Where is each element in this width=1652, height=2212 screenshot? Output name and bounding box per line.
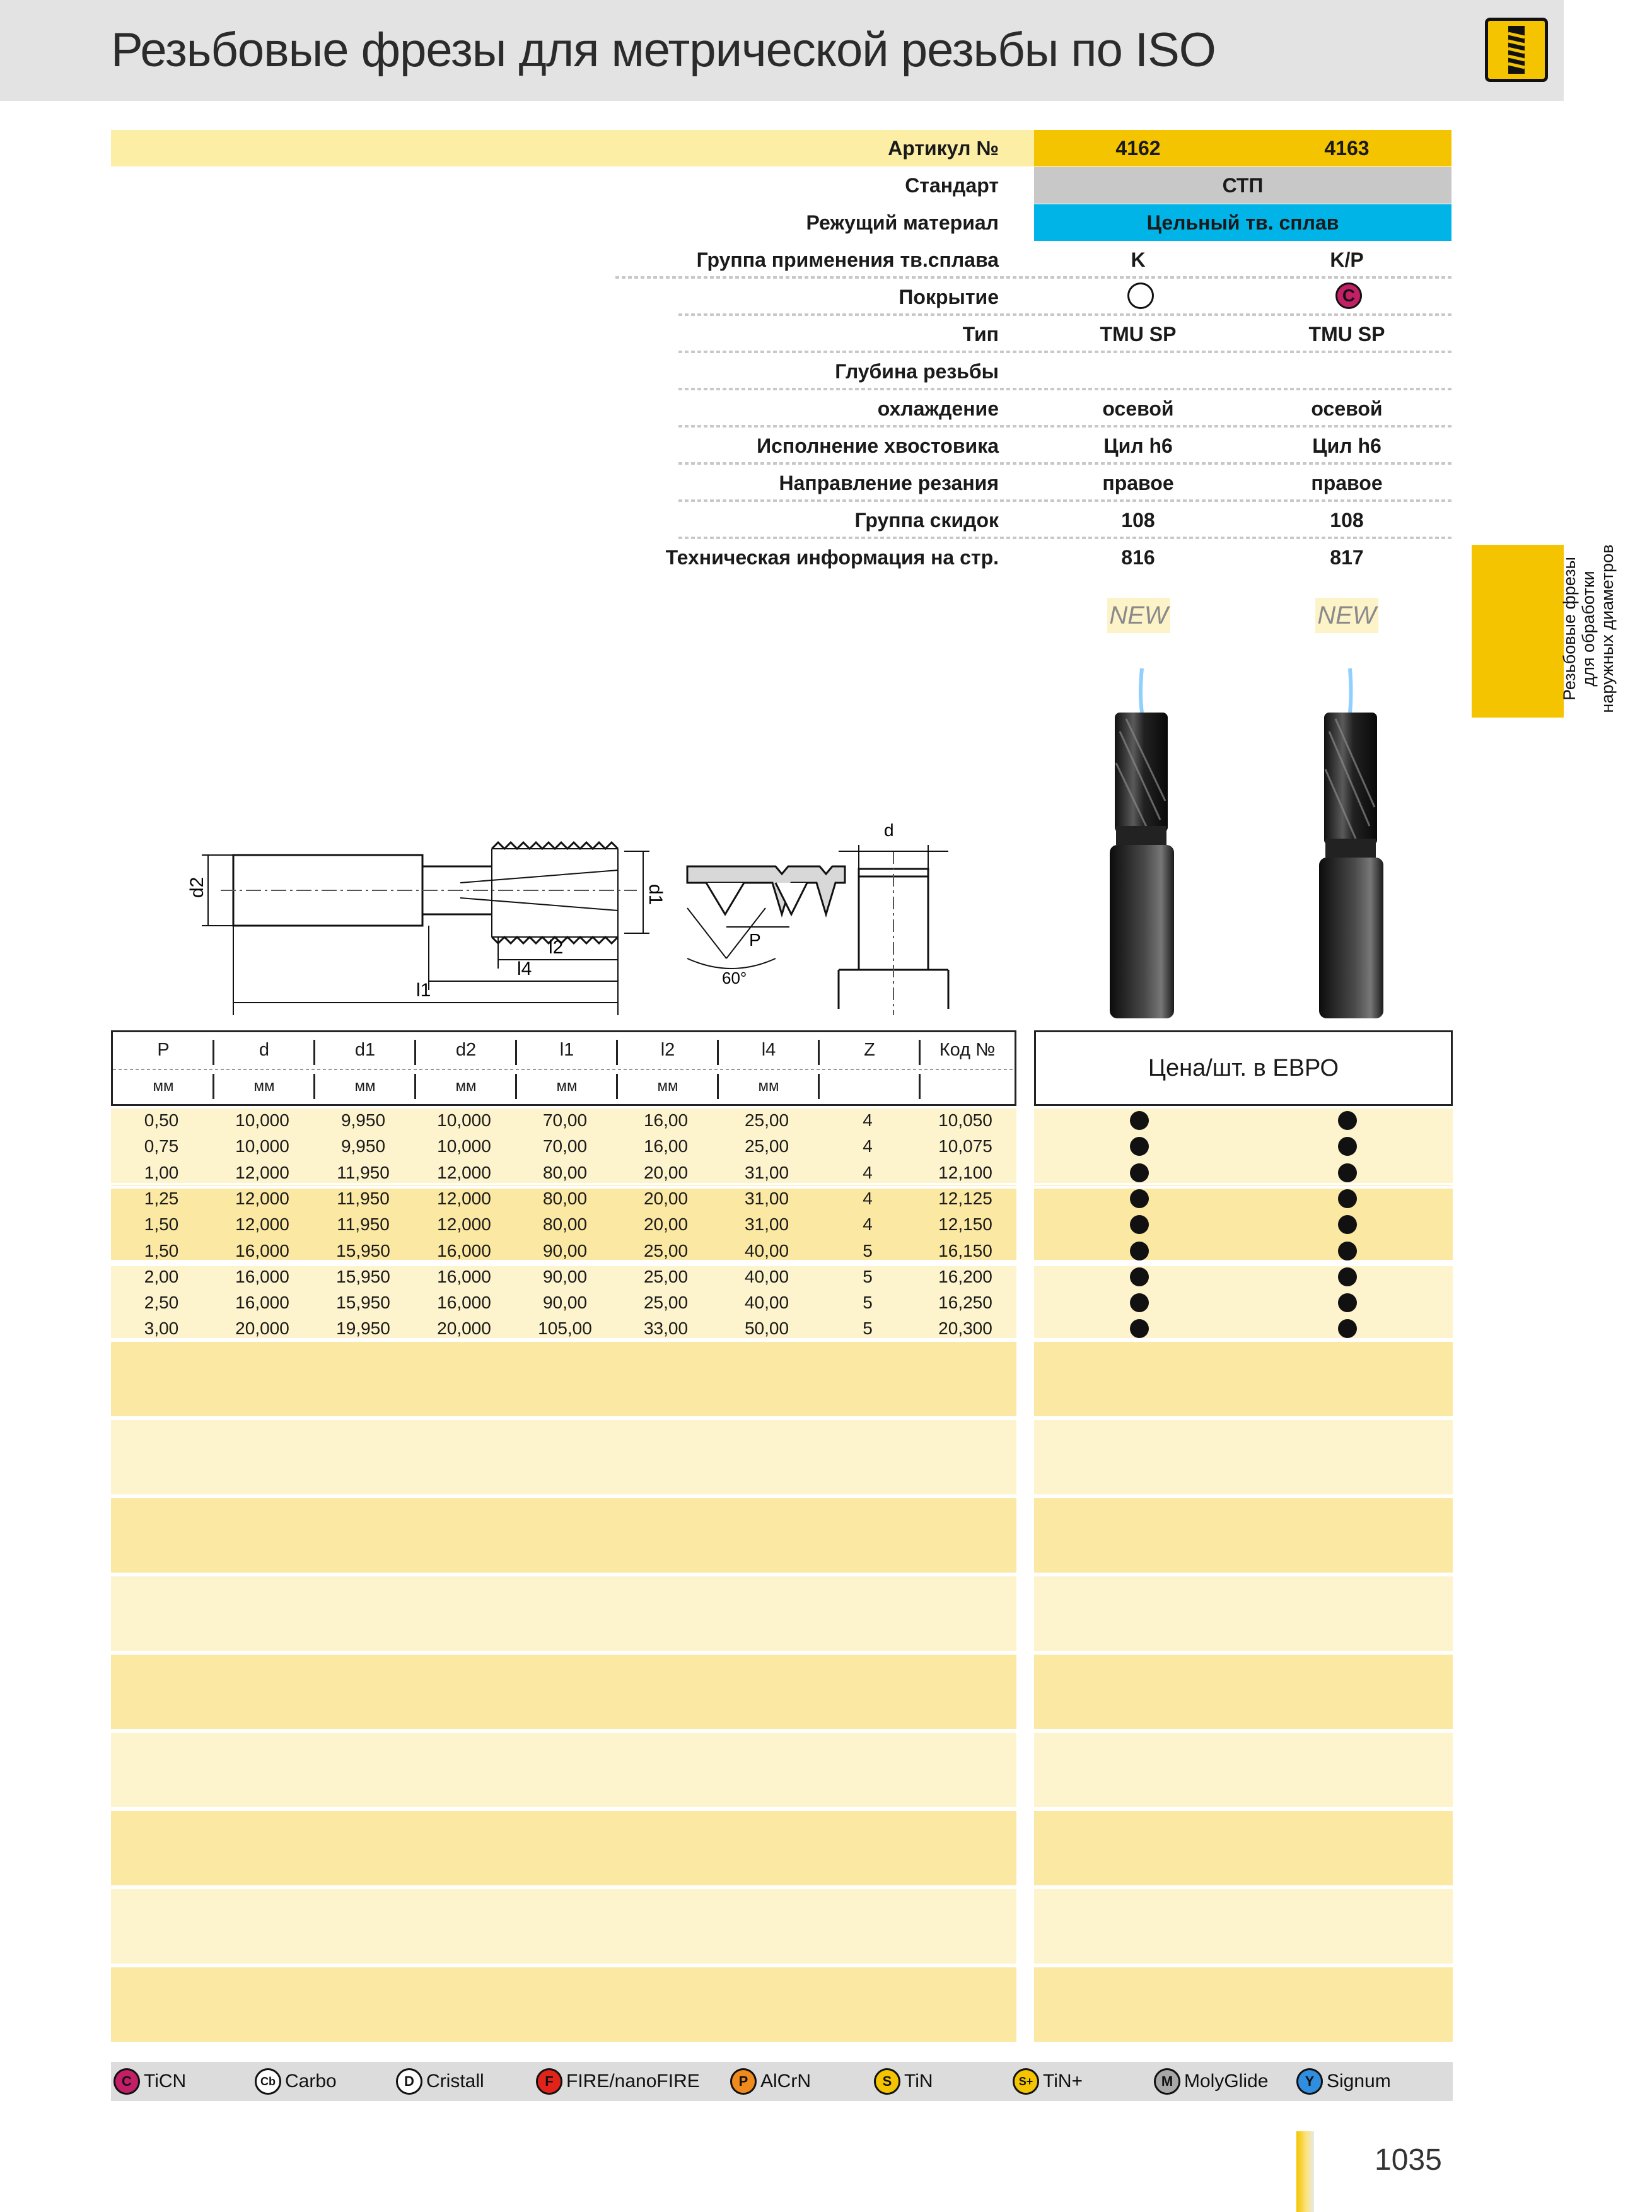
table-cell: 1,25: [144, 1189, 179, 1208]
col-z: Z: [864, 1040, 875, 1060]
table-cell: 1,50: [144, 1214, 179, 1234]
table-cell: 50,00: [744, 1318, 789, 1338]
availability-dot-4162: [1130, 1163, 1149, 1182]
table-cell: 4: [863, 1110, 873, 1130]
dim-l4: l4: [517, 958, 532, 979]
type-value-1: TMU SP: [1100, 323, 1177, 346]
type-value-2: TMU SP: [1308, 323, 1385, 346]
table-cell[interactable]: 10,075: [938, 1136, 992, 1156]
col-code: Код №: [939, 1040, 996, 1060]
row-discount: [111, 502, 1451, 538]
table-cell: 25,00: [744, 1136, 789, 1156]
table-cell: 9,950: [340, 1110, 386, 1130]
table-cell: 12,000: [235, 1214, 289, 1234]
depth-label: Глубина резьбы: [835, 360, 999, 383]
legend-signum: Y Signum: [1296, 2062, 1391, 2101]
legend-tin: S TiN: [874, 2062, 933, 2101]
dim-l1: l1: [416, 980, 431, 1001]
price-band: [1034, 1342, 1453, 1416]
row-standard: [111, 167, 1451, 204]
table-cell: 20,00: [643, 1163, 689, 1182]
direction-label: Направление резания: [779, 472, 999, 494]
table-cell[interactable]: 10,050: [938, 1110, 992, 1130]
table-row: [111, 1289, 1016, 1315]
dim-l2: l2: [549, 937, 564, 958]
row-cooling: [111, 390, 1451, 427]
table-cell[interactable]: 12,150: [938, 1214, 992, 1234]
table-cell: 31,00: [744, 1163, 789, 1182]
availability-dot-4163: [1338, 1293, 1357, 1312]
unit-d1: мм: [354, 1078, 376, 1095]
availability-dot-4162: [1130, 1111, 1149, 1130]
availability-dot-4163: [1338, 1215, 1357, 1234]
table-band: [111, 1498, 1016, 1573]
col-p: P: [157, 1040, 170, 1060]
table-band: [111, 1576, 1016, 1651]
table-band: [111, 1420, 1016, 1494]
table-band: [111, 1733, 1016, 1807]
availability-dot-4162: [1130, 1319, 1149, 1338]
dim-d: d: [884, 820, 894, 840]
table-cell: 70,00: [542, 1110, 588, 1130]
availability-dot-4162: [1130, 1189, 1149, 1208]
unit-l1: мм: [556, 1078, 578, 1095]
row-shank: [111, 428, 1451, 464]
availability-dot-4163: [1338, 1137, 1357, 1156]
tech-info-label: Техническая информация на стр.: [665, 546, 999, 569]
row-depth: [111, 353, 1451, 390]
unit-l2: мм: [657, 1078, 678, 1095]
table-cell: 80,00: [542, 1189, 588, 1208]
coating-none-icon: [1127, 282, 1154, 309]
table-cell: 11,950: [337, 1163, 390, 1182]
col-l4: l4: [761, 1040, 776, 1060]
article-4162: 4162: [1115, 137, 1161, 160]
table-cell: 10,000: [235, 1110, 289, 1130]
table-band: [111, 1811, 1016, 1885]
page-number-bar: [1296, 2131, 1314, 2212]
dim-d1: d1: [645, 884, 666, 905]
availability-dot-4163: [1338, 1111, 1357, 1130]
legend-badge-cristall: D: [396, 2068, 422, 2095]
table-cell: 90,00: [542, 1267, 588, 1286]
col-d1: d1: [354, 1040, 376, 1060]
material-value: Цельный тв. сплав: [1146, 211, 1339, 234]
tech-info-page-2[interactable]: 817: [1330, 546, 1364, 569]
table-cell: 2,50: [144, 1293, 179, 1312]
col-d2: d2: [455, 1040, 477, 1060]
row-group: [111, 242, 1451, 278]
table-row: [111, 1107, 1016, 1133]
legend-tin-plus: S+ TiN+: [1013, 2062, 1083, 2101]
unit-p: мм: [153, 1078, 174, 1095]
price-band: [1034, 1889, 1453, 1964]
standard-label: Стандарт: [905, 174, 999, 197]
table-cell: 11,950: [337, 1214, 390, 1234]
availability-dot-4163: [1338, 1242, 1357, 1260]
legend-badge-molyglide: M: [1154, 2068, 1180, 2095]
table-cell: 5: [863, 1318, 873, 1338]
price-band: [1034, 1733, 1453, 1807]
table-cell: 19,950: [336, 1318, 390, 1338]
side-tab-text: Резьбовые фрезы для обработки наружных диаметров: [1560, 544, 1617, 713]
discount-value-2: 108: [1330, 509, 1364, 532]
legend-badge-fire: F: [536, 2068, 562, 2095]
col-l1: l1: [559, 1040, 574, 1060]
table-band: [111, 1889, 1016, 1964]
table-row: [111, 1133, 1016, 1159]
table-cell: 20,00: [643, 1214, 689, 1234]
table-cell: 4: [863, 1136, 873, 1156]
article-4163: 4163: [1324, 137, 1370, 160]
table-cell[interactable]: 16,200: [938, 1267, 992, 1286]
table-cell: 3,00: [144, 1318, 179, 1338]
table-cell: 33,00: [643, 1318, 689, 1338]
coating-label: Покрытие: [899, 286, 999, 308]
legend-cristall: D Cristall: [396, 2062, 484, 2101]
table-cell: 12,000: [437, 1214, 491, 1234]
table-cell: 16,00: [643, 1110, 689, 1130]
group-label: Группа применения тв.сплава: [696, 248, 999, 271]
table-cell: 12,000: [235, 1163, 289, 1182]
availability-dot-4163: [1338, 1189, 1357, 1208]
table-cell: 15,950: [336, 1293, 390, 1312]
standard-value: СТП: [1222, 174, 1264, 197]
shank-label: Исполнение хвостовика: [757, 434, 999, 457]
row-coating: [111, 279, 1451, 315]
tech-info-page-1[interactable]: 816: [1121, 546, 1155, 569]
material-label: Режущий материал: [806, 211, 999, 234]
table-cell: 20,00: [643, 1189, 689, 1208]
price-band: [1034, 1185, 1453, 1260]
cooling-value-2: осевой: [1311, 397, 1383, 420]
shank-value-2: Цил h6: [1312, 434, 1382, 457]
coating-ticn-badge: C: [1335, 282, 1362, 309]
availability-dot-4162: [1130, 1242, 1149, 1260]
table-cell: 15,950: [336, 1241, 390, 1260]
availability-dot-4163: [1338, 1163, 1357, 1182]
table-cell: 16,000: [235, 1293, 289, 1312]
cooling-label: охлаждение: [877, 397, 999, 420]
table-cell: 0,50: [144, 1110, 179, 1130]
new-badge-1: NEW: [1107, 598, 1170, 633]
legend-fire: F FIRE/nanoFIRE: [536, 2062, 700, 2101]
row-direction: [111, 465, 1451, 501]
legend-carbo: Cb Carbo: [255, 2062, 337, 2101]
table-cell: 10,000: [235, 1136, 289, 1156]
mount-drawing: [839, 845, 948, 1015]
legend-badge-alcrn: P: [730, 2068, 757, 2095]
availability-dot-4162: [1130, 1267, 1149, 1286]
table-cell: 5: [863, 1267, 873, 1286]
dim-p: P: [749, 930, 761, 950]
availability-dot-4163: [1338, 1267, 1357, 1286]
table-cell: 31,00: [744, 1214, 789, 1234]
table-cell: 40,00: [744, 1293, 789, 1312]
price-band: [1034, 1264, 1453, 1338]
table-cell: 20,000: [235, 1318, 289, 1338]
price-band: [1034, 1498, 1453, 1573]
type-label: Тип: [962, 323, 999, 346]
price-header: Цена/шт. в ЕВРО: [1034, 1030, 1453, 1106]
table-cell: 5: [863, 1241, 873, 1260]
availability-dot-4162: [1130, 1215, 1149, 1234]
table-cell: 16,000: [235, 1267, 289, 1286]
direction-value-2: правое: [1311, 472, 1383, 494]
discount-label: Группа скидок: [854, 509, 999, 532]
tool-image-4162: [1110, 668, 1174, 1018]
table-cell[interactable]: 16,250: [938, 1293, 992, 1312]
page-title: Резьбовые фрезы для метрической резьбы по ISO: [111, 23, 1216, 77]
table-cell: 31,00: [744, 1189, 789, 1208]
table-cell: 16,000: [437, 1241, 491, 1260]
table-cell: 90,00: [542, 1241, 588, 1260]
dimension-table-header: [111, 1030, 1016, 1106]
thread-mill-logo-icon: [1485, 18, 1548, 82]
table-cell: 16,000: [437, 1267, 491, 1286]
table-cell: 25,00: [744, 1110, 789, 1130]
thread-profile-drawing: [687, 866, 845, 987]
table-cell[interactable]: 16,150: [938, 1241, 992, 1260]
price-band: [1034, 1576, 1453, 1651]
table-cell: 4: [863, 1214, 873, 1234]
page-number: 1035: [1375, 2143, 1442, 2177]
table-cell: 16,000: [437, 1293, 491, 1312]
table-cell: 12,000: [437, 1189, 491, 1208]
table-cell: 4: [863, 1163, 873, 1182]
row-type: [111, 316, 1451, 352]
availability-dot-4162: [1130, 1293, 1149, 1312]
group-value-1: K: [1131, 248, 1146, 271]
legend-badge-ticn: C: [113, 2068, 140, 2095]
table-cell: 40,00: [744, 1241, 789, 1260]
table-cell[interactable]: 20,300: [938, 1318, 992, 1338]
table-cell: 12,000: [437, 1163, 491, 1182]
new-badge-2: NEW: [1315, 598, 1378, 633]
legend-alcrn: P AlCrN: [730, 2062, 811, 2101]
table-band: [111, 1655, 1016, 1729]
legend-ticn: C TiCN: [113, 2062, 186, 2101]
discount-value-1: 108: [1121, 509, 1155, 532]
table-cell: 1,00: [144, 1163, 179, 1182]
table-cell: 40,00: [744, 1267, 789, 1286]
table-cell: 5: [863, 1293, 873, 1312]
table-cell: 11,950: [337, 1189, 390, 1208]
col-l2: l2: [660, 1040, 675, 1060]
shank-value-1: Цил h6: [1103, 434, 1173, 457]
direction-value-1: правое: [1102, 472, 1174, 494]
table-cell: 80,00: [542, 1214, 588, 1234]
table-cell: 2,00: [144, 1267, 179, 1286]
price-band: [1034, 1655, 1453, 1729]
table-cell: 25,00: [643, 1293, 689, 1312]
table-cell: 15,950: [336, 1267, 390, 1286]
table-cell: 4: [863, 1189, 873, 1208]
legend-badge-signum: Y: [1296, 2068, 1323, 2095]
table-row: [111, 1264, 1016, 1289]
dim-angle: 60°: [722, 969, 747, 987]
table-cell: 105,00: [538, 1318, 592, 1338]
group-value-2: K/P: [1330, 248, 1364, 271]
legend-badge-tin: S: [874, 2068, 900, 2095]
table-cell: 16,000: [235, 1241, 289, 1260]
table-cell: 9,950: [340, 1136, 386, 1156]
table-row: [111, 1238, 1016, 1264]
table-cell[interactable]: 12,125: [938, 1189, 992, 1208]
availability-dot-4162: [1130, 1137, 1149, 1156]
table-row: [111, 1160, 1016, 1185]
table-row: [111, 1315, 1016, 1341]
table-row: [111, 1211, 1016, 1237]
col-d: d: [259, 1040, 270, 1060]
table-cell: 1,50: [144, 1241, 179, 1260]
table-band: [111, 1342, 1016, 1416]
unit-d2: мм: [455, 1078, 477, 1095]
table-cell: 16,00: [643, 1136, 689, 1156]
legend-badge-carbo: Cb: [255, 2068, 281, 2095]
table-cell: 25,00: [643, 1241, 689, 1260]
table-cell: 0,75: [144, 1136, 179, 1156]
unit-l4: мм: [758, 1078, 779, 1095]
tool-image-4163: [1319, 668, 1383, 1018]
legend-molyglide: M MolyGlide: [1154, 2062, 1268, 2101]
table-cell: 80,00: [542, 1163, 588, 1182]
price-band: [1034, 1420, 1453, 1494]
table-cell: 25,00: [643, 1267, 689, 1286]
table-cell: 70,00: [542, 1136, 588, 1156]
table-cell[interactable]: 12,100: [938, 1163, 992, 1182]
dim-d2: d2: [187, 876, 207, 898]
table-row: [111, 1185, 1016, 1211]
technical-drawing: [183, 813, 984, 1022]
cooling-value-1: осевой: [1102, 397, 1174, 420]
article-label: Артикул №: [888, 137, 999, 160]
row-material: [111, 204, 1451, 241]
price-band: [1034, 1109, 1453, 1183]
product-images: [1066, 637, 1652, 1022]
table-band: [111, 1967, 1016, 2042]
table-cell: 12,000: [235, 1189, 289, 1208]
table-cell: 10,000: [437, 1136, 491, 1156]
row-article: [111, 130, 1451, 166]
price-band: [1034, 1811, 1453, 1885]
coating-legend: [111, 2062, 1453, 2101]
price-band: [1034, 1967, 1453, 2042]
unit-d: мм: [253, 1078, 275, 1095]
legend-badge-tin-plus: S+: [1013, 2068, 1039, 2095]
table-cell: 10,000: [437, 1110, 491, 1130]
table-cell: 90,00: [542, 1293, 588, 1312]
row-tech-info: [111, 539, 1451, 576]
table-cell: 20,000: [437, 1318, 491, 1338]
availability-dot-4163: [1338, 1319, 1357, 1338]
